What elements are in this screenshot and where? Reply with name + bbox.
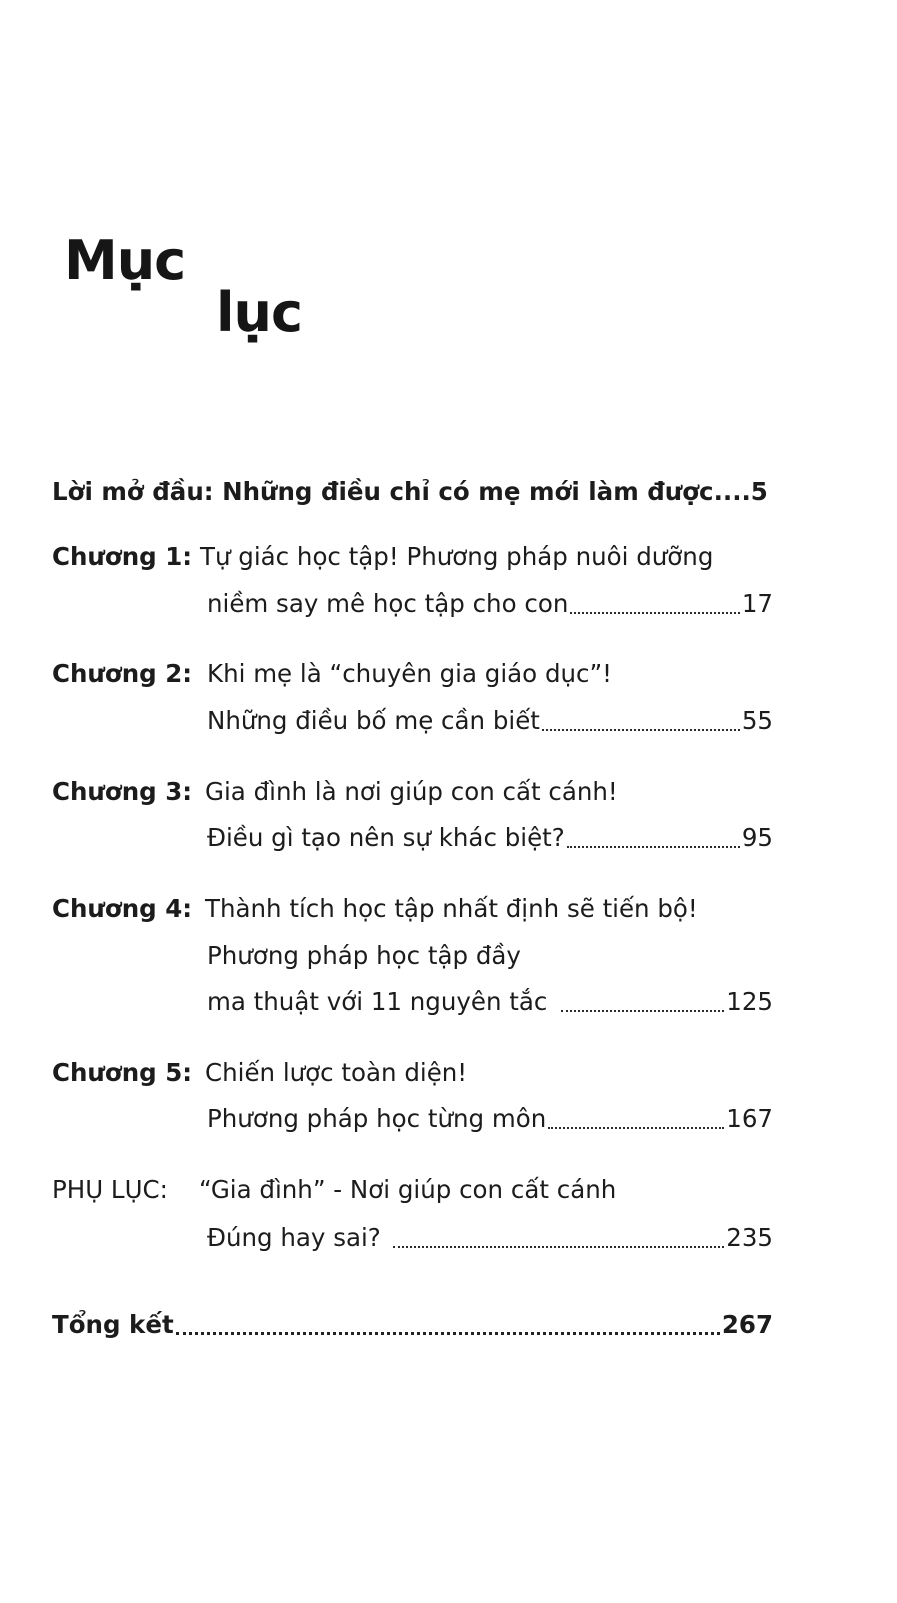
intro-text: Lời mở đầu: Những điều chỉ có mẹ mới làm được....5 — [52, 477, 768, 506]
toc-entry-chapter-4[interactable] — [0, 889, 897, 929]
toc-title-line-1: Mục — [64, 229, 186, 292]
chapter-label: Chương 3: — [52, 777, 193, 806]
page-number: 167 — [726, 1104, 773, 1133]
page-number: 125 — [726, 987, 773, 1016]
appendix-label: PHỤ LỤC: — [52, 1175, 168, 1204]
toc-entry-intro[interactable] — [0, 472, 897, 512]
chapter-title-line: Chiến lược toàn diện! — [205, 1058, 468, 1087]
chapter-label: Chương 2: — [52, 659, 193, 688]
chapter-label: Chương 5: — [52, 1058, 193, 1087]
chapter-title-line: niềm say mê học tập cho con — [207, 589, 569, 618]
summary-text: Tổng kết — [52, 1310, 174, 1339]
page-number: 55 — [741, 706, 773, 735]
leader-row — [207, 818, 773, 858]
toc-entry-chapter-5[interactable] — [0, 1053, 897, 1093]
dot-leader — [567, 844, 740, 848]
chapter-label: Chương 4: — [52, 894, 193, 923]
chapter-title-line: Những điều bố mẹ cần biết — [207, 706, 540, 735]
toc-entry-chapter-5-cont[interactable] — [0, 1099, 897, 1139]
chapter-title-line: Phương pháp học từng môn — [207, 1104, 547, 1133]
toc-entry-chapter-3[interactable] — [0, 772, 897, 812]
leader-row — [207, 701, 773, 741]
chapter-title-line: “Gia đình” - Nơi giúp con cất cánh — [199, 1175, 617, 1204]
chapter-title-line: Đúng hay sai? — [207, 1223, 381, 1252]
toc-entry-chapter-3-cont[interactable] — [0, 818, 897, 858]
dot-leader — [542, 727, 740, 731]
dot-leader — [548, 1125, 724, 1129]
leader-row — [207, 584, 773, 624]
dot-leader — [570, 610, 739, 614]
page-number: 17 — [741, 589, 773, 618]
chapter-title-line: ma thuật với 11 nguyên tắc — [207, 987, 548, 1016]
dot-leader — [393, 1244, 724, 1248]
dot-leader — [561, 1008, 724, 1012]
page-number: 95 — [741, 823, 773, 852]
toc-entry-appendix-cont[interactable] — [0, 1218, 897, 1258]
dot-leader — [176, 1330, 720, 1335]
chapter-title-line: Thành tích học tập nhất định sẽ tiến bộ! — [205, 894, 698, 923]
leader-row — [52, 1305, 773, 1345]
chapter-title-line: Gia đình là nơi giúp con cất cánh! — [205, 777, 618, 806]
toc-entry-summary[interactable] — [0, 1305, 897, 1345]
toc-entry-chapter-2-cont[interactable] — [0, 701, 897, 741]
toc-entry-chapter-2[interactable] — [0, 654, 897, 694]
leader-row — [207, 1099, 773, 1139]
chapter-title-line: Khi mẹ là “chuyên gia giáo dục”! — [207, 659, 613, 688]
toc-entry-chapter-4-cont-2[interactable] — [0, 982, 897, 1022]
page-number: 267 — [721, 1310, 773, 1339]
toc-entry-appendix[interactable] — [0, 1170, 897, 1210]
leader-row — [207, 982, 773, 1022]
chapter-label: Chương 1: — [52, 542, 193, 571]
chapter-title-line: Phương pháp học tập đầy — [207, 941, 521, 970]
chapter-title-line: Điều gì tạo nên sự khác biệt? — [207, 823, 565, 852]
page-number: 235 — [726, 1223, 773, 1252]
toc-entry-chapter-1[interactable] — [0, 537, 897, 577]
toc-entry-chapter-1-cont[interactable] — [0, 584, 897, 624]
chapter-title-line: Tự giác học tập! Phương pháp nuôi dưỡng — [200, 542, 714, 571]
leader-row — [207, 1218, 773, 1258]
toc-entry-chapter-4-cont[interactable] — [0, 936, 897, 976]
toc-title-line-2: lục — [216, 281, 302, 344]
